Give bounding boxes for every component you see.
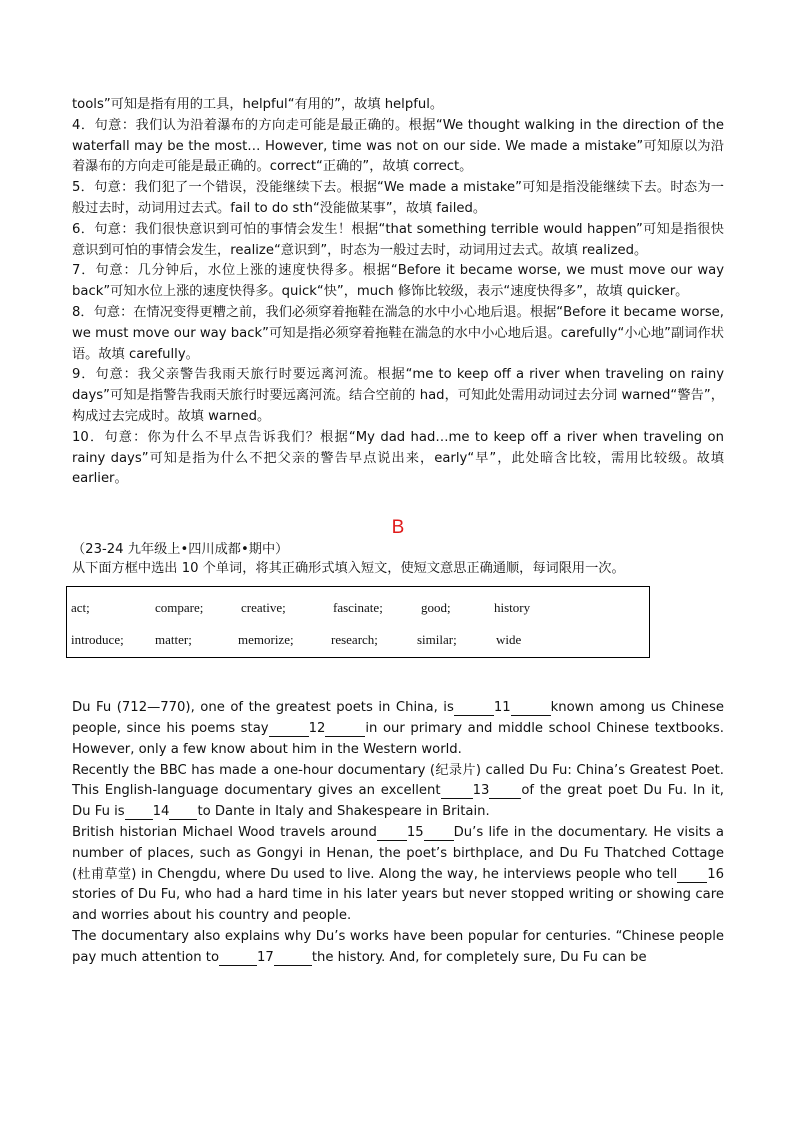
passage-text: Recently the BBC has made a one-hour documentary (纪录片) called Du Fu: China’s Greatest Poet. This English-language documentary gives an excellent [72, 762, 724, 799]
blank-number: 11 [493, 700, 511, 716]
word-bank-item: history [494, 600, 531, 616]
blank-13[interactable] [441, 783, 473, 799]
word-bank-item: research; [331, 632, 378, 648]
passage-paragraph [72, 698, 724, 760]
word-bank-item: introduce; [71, 632, 124, 648]
answer-item: 7．句意：几分钟后，水位上涨的速度快得多。根据“Before it became worse, we must move our way back”可知水位上涨的速度快得多。quick“快”，much 修饰比较级，表示“速度快得多”，故填 quicker。 [72, 263, 724, 300]
passage-text: of the great poet Du Fu. In it, Du Fu is [72, 783, 724, 820]
word-bank-item: matter; [155, 632, 192, 648]
answer-item: tools”可知是指有用的工具，helpful“有用的”，故填 helpful。 [72, 97, 444, 112]
word-bank-item: memorize; [238, 632, 294, 648]
word-bank-item: good; [421, 600, 451, 616]
word-bank-item: act; [71, 600, 90, 616]
blank-line [274, 950, 312, 966]
passage-text: known among us Chinese people, since his poems stay [72, 700, 724, 736]
passage-text: The documentary also explains why Du’s works have been popular for centuries. “Chinese people pay much attention to [72, 928, 724, 965]
word-bank-item: wide [496, 632, 522, 648]
answer-explanations [72, 95, 724, 490]
answer-item: 10．句意：你为什么不早点告诉我们？根据“My dad had…me to keep off a river when traveling on rainy days”可知是指为什么不把父亲的警告早点说出来，early“早”，此处暗含比较，需用比较级。故填 earlier。 [72, 429, 724, 487]
section-heading: B [391, 517, 405, 539]
word-bank-item: similar; [417, 632, 457, 648]
answer-item: 6．句意：我们很快意识到可怕的事情会发生！根据“that something terrible would happen”可知是指很快意识到可怕的事情会发生，realize“意识到”，时态为一般过去时，动词用过去式。故填 realized。 [72, 221, 724, 258]
passage-text: Du’s life in the documentary. He visits a number of places, such as Gongyi in Henan, the poet’s birthplace, and Du Fu Thatched Cottage (杜甫草堂) in Chengdu, where Du used to live. Along the way, he interviews people who tell [72, 824, 724, 882]
cloze-passage [72, 698, 724, 968]
answer-item: 9．句意：我父亲警告我雨天旅行时要远离河流。根据“me to keep off a river when traveling on rainy days”可知是指警告我雨天旅行时要远离河流。结合空前的 had，可知此处需用动词过去分词 warned“警告”，构成过去完成时。故填 warned。 [72, 367, 724, 424]
answer-item: 4．句意：我们认为沿着瀑布的方向走可能是最正确的。根据“We thought walking in the direction of the waterfall may be the most… However, time was not on our side. We made a mistake”可知原以为沿着瀑布的方向走可能是最正确的。correct“正确的”，故填 correct。 [72, 117, 724, 175]
question-source: （23-24 九年级上•四川成都•期中） [72, 542, 289, 558]
answer-item: 5．句意：我们犯了一个错误，没能继续下去。根据“We made a mistake”可知是指没能继续下去。时态为一般过去时，动词用过去式。fail to do sth“没能做某事”，故填 failed。 [72, 180, 724, 216]
passage-text: stories of Du Fu, who had a hard time in his later years but never stopped writing or showing care and worries about his country and people. [72, 887, 724, 924]
blank-number: 14 [152, 804, 170, 820]
passage-text: to Dante in Italy and Shakespeare in Britain. [197, 804, 490, 820]
blank-number: 16 [707, 866, 724, 882]
blank-line [169, 804, 197, 820]
passage-paragraph [72, 823, 724, 927]
blank-line [325, 721, 365, 737]
blank-number: 13 [472, 783, 490, 799]
blank-16[interactable] [677, 867, 707, 883]
question-instruction: 从下面方框中选出 10 个单词，将其正确形式填入短文，使短文意思正确通顺，每词限用一次。 [72, 561, 625, 577]
blank-line [424, 825, 454, 841]
document-page [72, 95, 724, 969]
blank-line [511, 700, 551, 716]
blank-number: 17 [257, 949, 274, 965]
blank-number: 15 [406, 824, 424, 840]
passage-text: British historian Michael Wood travels around [72, 824, 377, 840]
word-bank-item: creative; [241, 600, 286, 616]
passage-text: the history. And, for completely sure, Du Fu can be [311, 949, 647, 965]
blank-number: 12 [308, 720, 326, 736]
blank-15[interactable] [377, 825, 407, 841]
answer-item: 8．句意：在情况变得更糟之前，我们必须穿着拖鞋在湍急的水中小心地后退。根据“Before it became worse, we must move our way back”可知是指必须穿着拖鞋在湍急的水中小心地后退。carefully“小心地”副词作状语。故填 carefully。 [72, 304, 724, 362]
passage-paragraph [72, 761, 724, 823]
word-bank-item: compare; [155, 600, 204, 616]
blank-12[interactable] [269, 721, 309, 737]
blank-17[interactable] [219, 950, 257, 966]
blank-line [489, 783, 521, 799]
passage-text: Du Fu (712—770), one of the greatest poets in China, is [72, 700, 454, 716]
passage-text: in our primary and middle school Chinese textbooks. However, only a few know about him in the Western world. [72, 720, 724, 757]
blank-11[interactable] [454, 700, 494, 716]
word-bank-item: fascinate; [333, 600, 383, 616]
blank-14[interactable] [125, 804, 153, 820]
word-bank-box [66, 586, 650, 658]
passage-paragraph [72, 927, 724, 969]
